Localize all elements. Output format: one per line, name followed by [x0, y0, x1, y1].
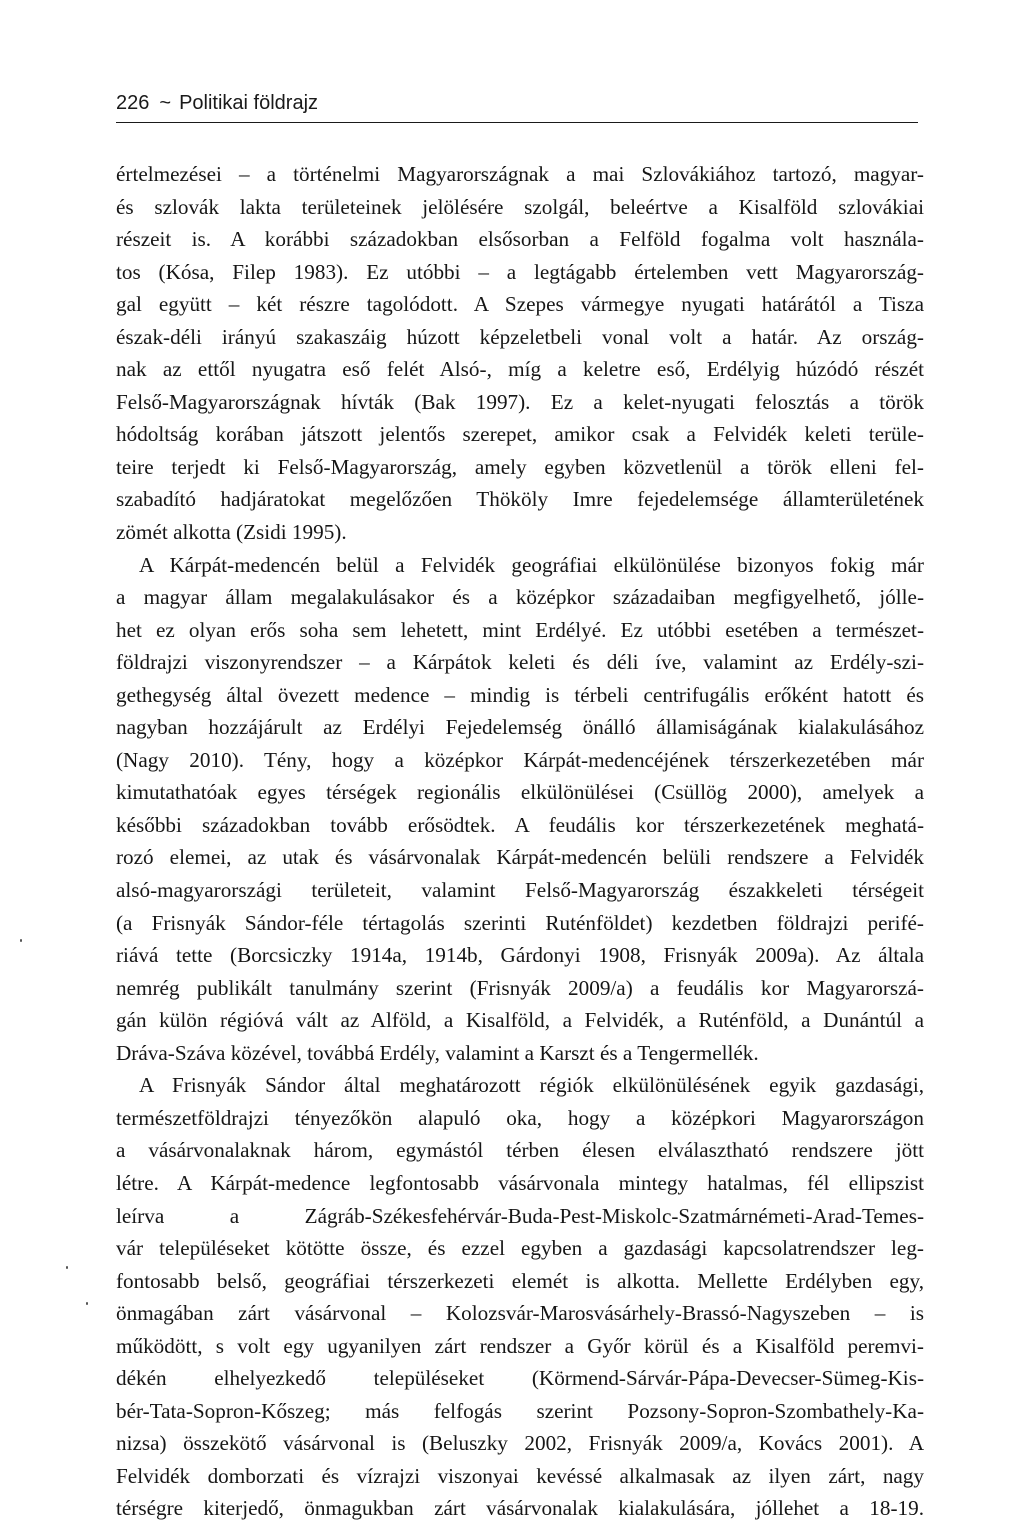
text-line: önmagában zárt vásárvonal – Kolozsvár-Marosvásárhely-Brassó-Nagyszeben – is [116, 1301, 924, 1326]
text-line: földrajzi viszonyrendszer – a Kárpátok keleti és déli íve, valamint az Erdély-szi- [116, 650, 924, 675]
text-line: hódoltság korában játszott jelentős szerepet, amikor csak a Felvidék keleti terüle- [116, 422, 924, 447]
text-line: zömét alkotta (Zsidi 1995). [116, 520, 347, 545]
text-line: bér-Tata-Sopron-Kőszeg; más felfogás szerint Pozsony-Sopron-Szombathely-Ka- [116, 1398, 924, 1423]
scan-speck [86, 1302, 88, 1305]
text-line: térségre kiterjedő, önmagukban zárt vásárvonalak kialakulására, jóllehet a 18-19. [116, 1496, 924, 1521]
text-line: nemrég publikált tanulmány szerint (Frisnyák 2009/a) a feudális kor Magyarorszá- [116, 975, 924, 1000]
text-line: nak az ettől nyugatra eső felét Alsó-, míg a keletre eső, Erdélyig húzódó részét [116, 357, 924, 382]
text-line: gán külön régióvá vált az Alföld, a Kisalföld, a Felvidék, a Ruténföld, a Dunántúl a [116, 1008, 924, 1033]
text-line: létre. A Kárpát-medence legfontosabb vásárvonala mintegy hatalmas, fél ellipszist [116, 1170, 924, 1195]
text-line: nizsa) összekötő vásárvonal is (Beluszky 2002, Frisnyák 2009/a, Kovács 2001). A [116, 1431, 924, 1456]
text-line: a magyar állam megalakulásakor és a középkor századaiban megfigyelhető, jólle- [116, 585, 924, 610]
text-line: teire terjedt ki Felső-Magyarország, amely egyben közvetlenül a török elleni fel- [116, 454, 924, 479]
text-line: és szlovák lakta területeinek jelölésére szolgál, beleértve a Kisalföld szlovákiai [116, 194, 924, 219]
text-line: későbbi századokban tovább erősödtek. A feudális kor térszerkezetének meghatá- [116, 812, 924, 837]
text-line: A Kárpát-medencén belül a Felvidék geográfiai elkülönülése bizonyos fokig már [139, 552, 924, 577]
text-line: A Frisnyák Sándor által meghatározott régiók elkülönülésének egyik gazdasági, [139, 1073, 924, 1098]
page-number: 226 [116, 92, 150, 114]
text-line: (Nagy 2010). Tény, hogy a középkor Kárpát-medencéjének térszerkezetében már [116, 747, 924, 772]
text-line: vár településeket kötötte össze, és ezzel egyben a gazdasági kapcsolatrendszer leg- [116, 1236, 924, 1261]
text-line: tos (Kósa, Filep 1983). Ez utóbbi – a legtágabb értelemben vett Magyarország- [116, 259, 924, 284]
chapter-title: Politikai földrajz [179, 92, 319, 114]
text-line: nagyban hozzájárult az Erdélyi Fejedelemség önálló államiságának kialakulásához [116, 715, 924, 740]
text-line: kimutathatóak egyes térségek regionális elkülönülései (Csüllög 2000), amelyek a [116, 780, 924, 805]
text-line: dékén elhelyezkedő településeket (Körmend-Sárvár-Pápa-Devecser-Sümeg-Kis- [116, 1366, 924, 1391]
scan-speck [20, 939, 22, 942]
text-line: alsó-magyarországi területeit, valamint Felső-Magyarország északkeleti térségeit [116, 878, 924, 903]
text-line: riává tette (Borcsiczky 1914a, 1914b, Gárdonyi 1908, Frisnyák 2009a). Az általa [116, 943, 924, 968]
paragraph-1 [116, 158, 924, 549]
body-text [116, 158, 924, 1525]
text-line: leírva a Zágráb-Székesfehérvár-Buda-Pest-Miskolc-Szatmárnémeti-Arad-Temes- [116, 1203, 924, 1228]
text-line: (a Frisnyák Sándor-féle tértagolás szerinti Ruténföldet) kezdetben földrajzi perifé- [116, 910, 924, 935]
paragraph-3 [116, 1069, 924, 1525]
text-line: het ez olyan erős soha sem lehetett, mint Erdélyé. Ez utóbbi esetében a természet- [116, 617, 924, 642]
text-line: Felvidék domborzati és vízrajzi viszonyai kevéssé alkalmasak az ilyen zárt, nagy [116, 1463, 924, 1488]
text-line: részeit is. A korábbi századokban elsősorban a Felföld fogalma volt használa- [116, 227, 924, 252]
text-line: rozó elemei, az utak és vásárvonalak Kárpát-medencén belüli rendszere a Felvidék [116, 845, 924, 870]
header-separator: ~ [159, 92, 172, 114]
text-line: Dráva-Száva közével, továbbá Erdély, valamint a Karszt és a Tengermellék. [116, 1040, 759, 1065]
text-line: fontosabb belső, geográfiai térszerkezeti elemét is alkotta. Mellette Erdélyben egy, [116, 1268, 924, 1293]
text-line: természetföldrajzi tényezőkön alapuló oka, hogy a középkori Magyarországon [116, 1105, 924, 1130]
text-line: értelmezései – a történelmi Magyarországnak a mai Szlovákiához tartozó, magyar- [116, 162, 924, 186]
paragraph-2 [116, 549, 924, 1070]
running-header [116, 88, 918, 123]
text-line: gal együtt – két részre tagolódott. A Szepes vármegye nyugati határától a Tisza [116, 292, 924, 317]
text-line: Felső-Magyarországnak hívták (Bak 1997). Ez a kelet-nyugati felosztás a török [116, 389, 924, 414]
text-line: gethegység által övezett medence – mindig is térbeli centrifugális erőként hatott és [116, 682, 924, 707]
text-line: működött, s volt egy ugyanilyen zárt rendszer a Győr körül és a Kisalföld peremvi- [116, 1333, 924, 1358]
text-line: a vásárvonalaknak három, egymástól térben élesen elválasztható rendszere jött [116, 1138, 924, 1163]
text-line: szabadító hadjáratokat megelőzően Thököly Imre fejedelemsége államterületének [116, 487, 924, 512]
text-line: észak-déli irányú szakaszáig húzott képzeletbeli vonal volt a határ. Az ország- [116, 324, 924, 349]
scan-speck [66, 1266, 68, 1269]
